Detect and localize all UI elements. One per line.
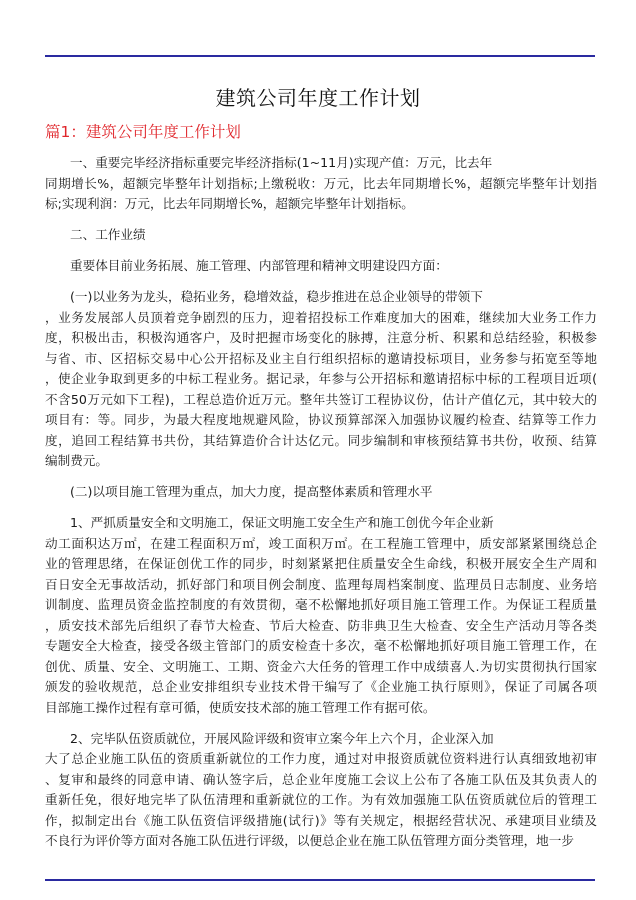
paragraph [45,225,597,246]
text-line: 百日安全无事故活动，抓好部门和项目例会制度、监理每周档案制度、监理员日志制度、业务培 [45,576,597,592]
text-line: 一、重要完毕经济指标重要完毕经济指标(1~11月)实现产值：万元，比去年 [70,155,493,170]
text-line: 项目有：等。同步，为最大程度地规避风险，协议预算部深入加强协议履约检查、结算等工作力 [45,412,597,427]
text-line: 与省、市、区招标交易中心公开招标及业主自行组织招标的邀请投标项目，业务参与拓宽至等地 [45,350,597,366]
text-line: 2、完毕队伍资质就位，开展风险评级和资审立案今年上六个月，企业深入加 [70,730,494,746]
text-line: 不良行为评价等方面对各施工队伍进行评级，以便总企业在施工队伍管理方面分类管理，地一步 [45,833,574,848]
text-line: 作，拟制定出台《施工队伍资信评级措施(试行)》等有关规定，根据经营状况、承建项目业绩及 [45,812,597,828]
text-line: 目部施工操作过程有章可循，使质安技术部的施工管理工作有据可依。 [45,699,436,715]
text-line: 创优、质量、安全、文明施工、工期、资金六大任务的管理工作中成绩喜人.为切实贯彻执行国家 [45,658,597,674]
text-line: 业的管理思绪，在保证创优工作的同步，时刻紧紧把住质量安全生命线，积极开展安全生产周和 [45,556,597,571]
text-line: 编制费元。 [45,453,108,468]
text-line: ，业务发展部人员顶着竞争剧烈的压力，迎着招投标工作难度加大的困难，继续加大业务工作力 [45,309,597,325]
text-line: ，使企业争取到更多的中标工程业务。据记录，年参与公开招标和邀请招标中标的工程项目近项( [45,371,597,386]
document-title: 建筑公司年度工作计划 [215,86,421,110]
footer-rule [45,879,595,881]
paragraph [45,482,597,503]
paragraph [45,287,597,472]
text-line: 颁发的验收规范，总企业安排组织专业技术骨干编写了《企业施工执行原则》，保证了司属各项 [45,679,597,694]
paragraph [45,256,597,277]
text-line: 、复审和最终的同意申请、确认签字后，总企业年度施工会议上公布了各施工队伍及其负责人的 [45,771,597,787]
text-line: 度，积极出击，积极沟通客户，及时把握市场变化的脉搏，注意分析、积累和总结经验，积极参 [45,330,597,345]
paragraph [45,729,597,852]
text-line: 同期增长%，超额完毕整年计划指标;上缴税收：万元，比去年同期增长%，超额完毕整年计划指 [45,175,597,191]
text-line: 度，追回工程结算书共份，其结算造价合计达亿元。同步编制和审核预结算书共份，收预、结算 [45,432,597,448]
text-line: (二)以项目施工管理为重点，加大力度，提高整体素质和管理水平 [70,484,433,499]
text-line: (一)以业务为龙头，稳拓业务，稳增效益，稳步推进在总企业领导的带领下 [70,289,483,304]
text-line: 二、工作业绩 [70,227,146,242]
text-line: 1、严抓质量安全和文明施工，保证文明施工安全生产和施工创优今年企业新 [70,515,494,530]
text-line: 标;实现利润：万元，比去年同期增长%，超额完毕整年计划指标。 [45,196,414,211]
text-line: 动工面积达万㎡，在建工程面积万㎡，竣工面积万㎡。在工程施工管理中，质安部紧紧围绕总企 [45,535,597,551]
text-line: 重要体目前业务拓展、施工管理、内部管理和精神文明建设四方面： [70,258,448,273]
text-line: 专题安全大检查，接受各级主管部门的质安检查十多次，毫不松懈地抓好项目施工管理工作，在 [45,638,597,653]
paragraph [45,513,597,718]
text-line: 训制度、监理员资金监控制度的有效贯彻，毫不松懈地抓好项目施工管理工作。为保证工程质量 [45,597,597,612]
text-line: 重新任免，很好地完毕了队伍清理和重新就位的工作。为有效加强施工队伍资质就位后的管理工 [45,792,597,807]
text-line: 大了总企业施工队伍的资质重新就位的工作力度，通过对申报资质就位资料进行认真细致地初审 [45,751,597,766]
section-heading: 篇1：建筑公司年度工作计划 [45,123,241,141]
document-body [45,153,597,862]
header-rule [45,55,595,57]
text-line: ，质安技术部先后组织了春节大检查、节后大检查、防非典卫生大检查、安全生产活动月等各类 [45,617,597,633]
text-line: 不含50万元如下工程)，工程总造价近万元。整年共签订工程协议份，估计产值亿元，其中较大的 [45,391,597,407]
paragraph [45,153,597,215]
